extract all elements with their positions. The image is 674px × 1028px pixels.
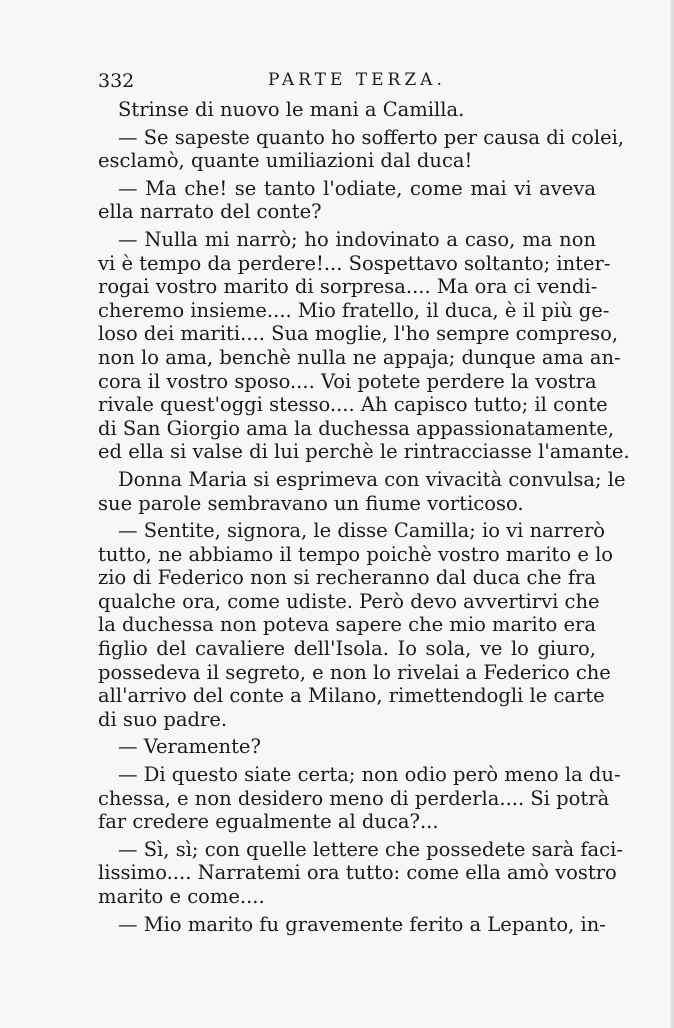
text-line: non lo ama, benchè nulla ne appaja; dunque ama an- [98,345,621,369]
text-line: vi è tempo da perdere!... Sospettavo soltanto; inter- [98,251,611,275]
text-line: — Sì, sì; con quelle lettere che possedete sarà faci- [118,837,623,861]
text-line: zio di Federico non si recheranno dal duca che fra [98,566,596,590]
text-line: — Ma che! se tanto l'odiate, come mai vi aveva [118,176,596,200]
paragraph [98,98,596,122]
text-line: far credere egualmente al duca?... [98,810,439,834]
text-line: Strinse di nuovo le mani a Camilla. [118,98,465,121]
text-line: lissimo.... Narratemi ora tutto: come ella amò vostro [98,861,617,885]
paragraph [98,519,614,731]
text-line: rivale quest'oggi stesso.... Ah capisco tutto; il conte [98,393,608,417]
text-line: — Sentite, signora, le disse Camilla; io vi narrerò [118,519,606,543]
page-edge-shadow [670,0,674,1028]
text-line: possedeva il segreto, e non lo rivelai a Federico che [98,660,611,684]
text-line: cheremo insieme.... Mio fratello, il duca, è il più ge- [98,298,610,322]
paragraph [98,763,621,834]
text-line: — Di questo siate certa; non odio però meno la du- [118,763,621,787]
paragraph [98,912,606,937]
paragraph [98,125,625,173]
text-line: — Veramente? [118,735,261,759]
text-line: tutto, ne abbiamo il tempo poichè vostro marito e lo [98,542,614,566]
paragraph [98,735,596,759]
text-line: all'arrivo del conte a Milano, rimettendogli le carte [98,684,605,708]
text-line: di suo padre. [98,707,228,731]
text-line: Donna Maria si esprimeva con vivacità convulsa; le [118,467,626,491]
page-number: 332 [98,70,135,92]
text-line: qualche ora, come udiste. Però devo avvertirvi che [98,589,600,613]
running-title: PARTE TERZA. [268,70,446,90]
body-text [98,98,630,940]
paragraph [98,227,630,464]
text-line: — Nulla mi narrò; ho indovinato a caso, ma non [118,227,596,251]
text-line: chessa, e non desidero meno di perderla.... Si potrà [98,786,610,810]
text-line: figlio del cavaliere dell'Isola. Io sola, ve lo giuro, [98,637,596,661]
text-line: rogai vostro marito di sorpresa.... Ma ora ci vendi- [98,275,598,299]
text-line: — Se sapeste quanto ho sofferto per causa di colei, [118,125,625,149]
text-line: cora il vostro sposo.... Voi potete perdere la vostra [98,369,597,393]
text-line: — Mio marito fu gravemente ferito a Lepanto, in- [118,912,606,936]
text-line: ella narrato del conte? [98,200,322,224]
text-line: loso dei mariti.... Sua moglie, l'ho sempre compreso, [98,322,619,346]
text-line: la duchessa non poteva sapere che mio marito era [98,613,596,637]
paragraph [98,837,623,909]
text-line: sue parole sembravano un fiume vorticoso. [98,491,524,515]
paragraph [98,467,626,515]
text-line: di San Giorgio ama la duchessa appassionatamente, [98,416,615,440]
text-line: ed ella si valse di lui perchè le rintracciasse l'amante. [98,440,630,464]
page-header [98,70,596,92]
text-line: esclamò, quante umiliazioni dal duca! [98,149,473,173]
text-line: marito e come.... [98,885,265,908]
paragraph [98,177,596,224]
